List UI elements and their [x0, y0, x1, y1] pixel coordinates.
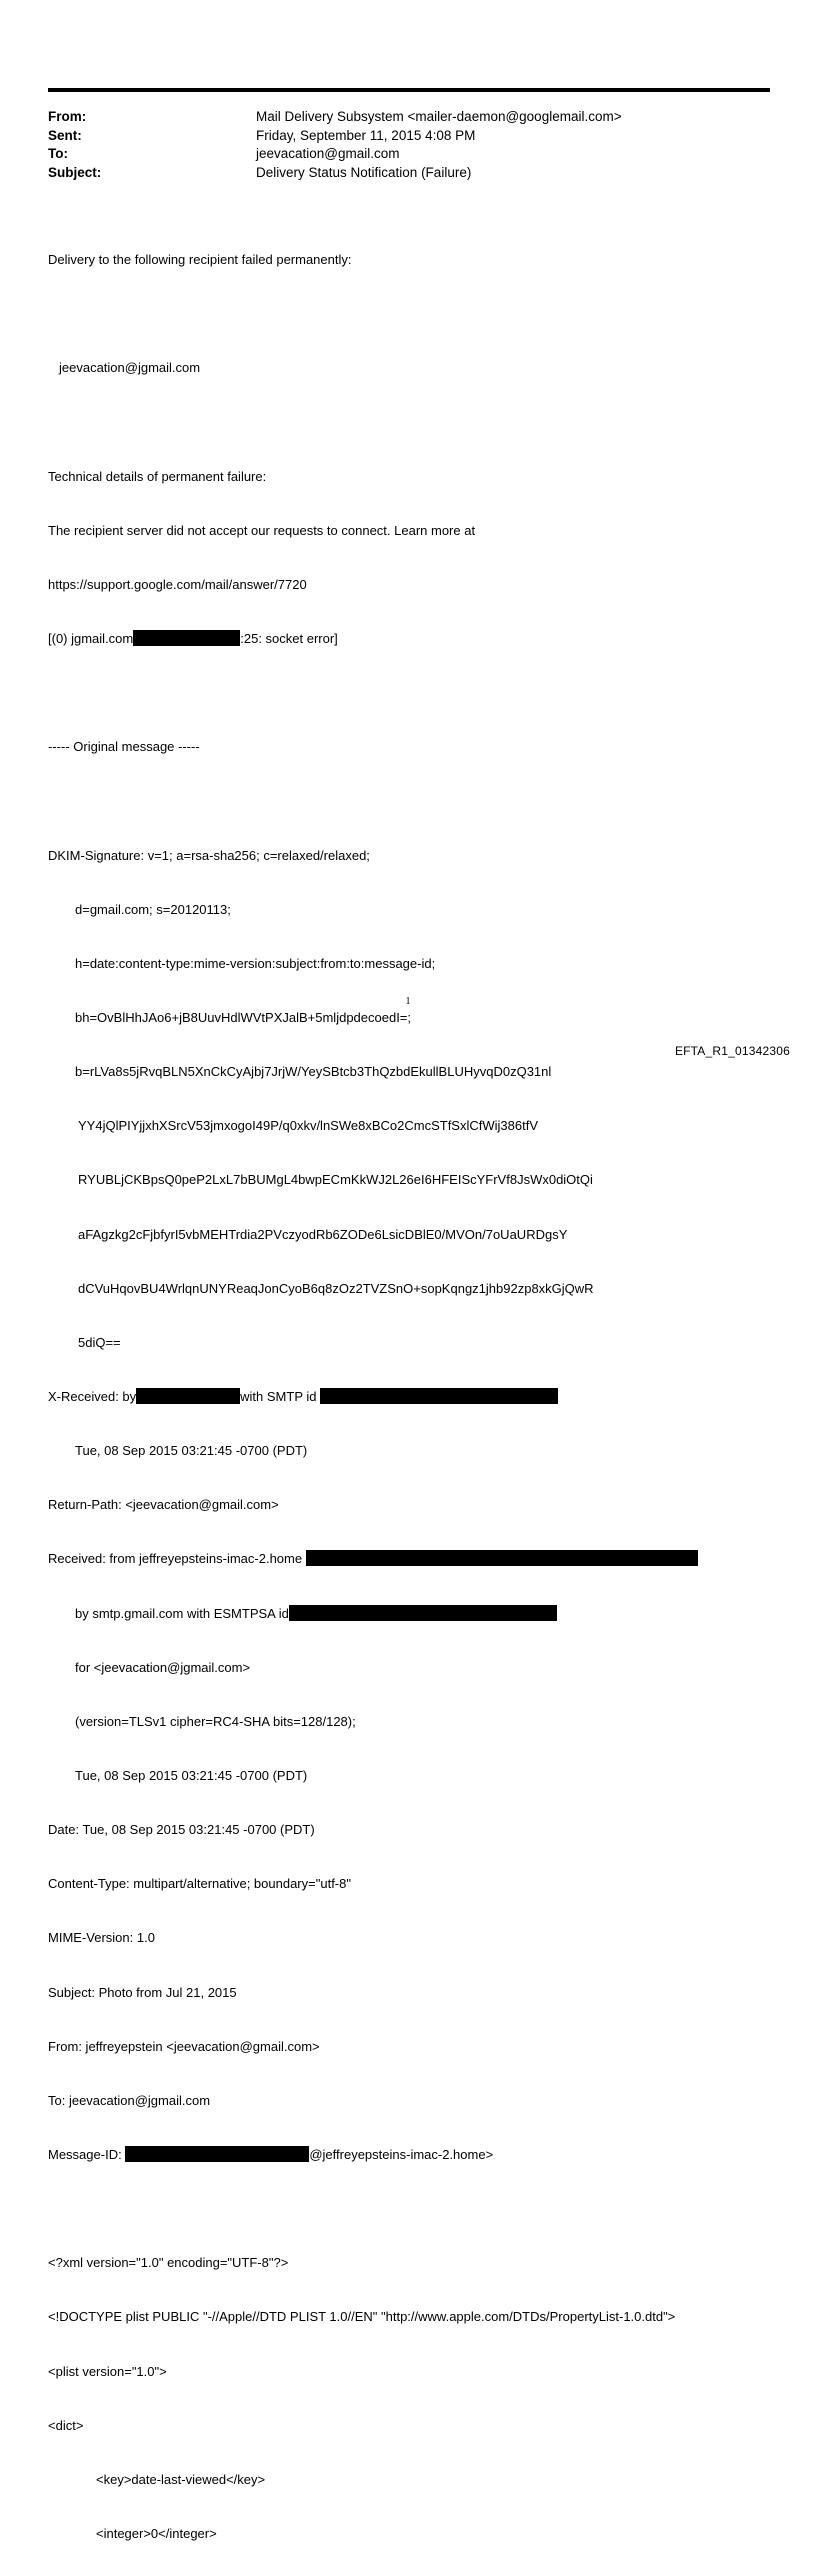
dict-open: <dict> — [48, 2417, 84, 2433]
doctype-line: <!DOCTYPE plist PUBLIC "-//Apple//DTD PLIST 1.0//EN" "http://www.apple.com/DTDs/PropertyList-1.0.dtd"> — [48, 2309, 676, 2325]
page-number: 1 — [405, 996, 411, 1007]
sent-label: Sent: — [48, 127, 82, 143]
x-received-prefix: X-Received: by — [48, 1389, 137, 1405]
dkim-line: dCVuHqovBU4WrlqnUNYReaqJonCyoB6q8zOz2TVZSnO+sopKqngz1jhb92zp8xkGjQwR — [78, 1280, 594, 1296]
dkim-line: YY4jQlPIYjjxhXSrcV53jmxogoI49P/q0xkv/lnSWe8xBCo2CmcSTfSxlCfWij386tfV — [78, 1118, 538, 1134]
received-for: for <jeevacation@jgmail.com> — [75, 1659, 251, 1675]
redaction-box — [306, 1550, 698, 1566]
to-label: To: — [48, 146, 68, 161]
dkim-line: 5diQ== — [78, 1334, 121, 1350]
bates-number: EFTA_R1_01342306 — [674, 1044, 790, 1058]
failed-recipient: jeevacation@jgmail.com — [59, 360, 201, 376]
received-version: (version=TLSv1 cipher=RC4-SHA bits=128/128); — [75, 1713, 356, 1729]
from-row — [48, 108, 622, 127]
x-received-date: Tue, 08 Sep 2015 03:21:45 -0700 (PDT) — [75, 1443, 308, 1459]
socket-suffix: :25: socket error] — [240, 631, 338, 647]
redaction-box — [136, 1388, 240, 1404]
email-body — [48, 215, 698, 2561]
sent-row — [48, 127, 622, 146]
tech-line: The recipient server did not accept our requests to connect. Learn more at — [48, 522, 476, 538]
mime-version-line: MIME-Version: 1.0 — [48, 1930, 155, 1946]
dkim-line: RYUBLjCKBpsQ0peP2LxL7bBUMgL4bwpECmKkWJ2L26eI6HFEIScYFrVf8JsWx0diOtQi — [78, 1172, 593, 1188]
key-line: <key>date-last-viewed</key> — [96, 2471, 266, 2487]
received-by: by smtp.gmail.com with ESMTPSA id — [75, 1605, 289, 1621]
content-type-line: Content-Type: multipart/alternative; boundary="utf-8" — [48, 1876, 351, 1892]
return-path-line: Return-Path: <jeevacation@gmail.com> — [48, 1497, 279, 1513]
message-id-suffix: @jeffreyepsteins-imac-2.home> — [309, 2147, 494, 2163]
subject-row — [48, 164, 622, 183]
to-line: To: jeevacation@jgmail.com — [48, 2092, 211, 2108]
redaction-box — [133, 630, 240, 646]
to-value: jeevacation@gmail.com — [256, 146, 400, 161]
to-row — [48, 145, 622, 164]
redaction-box — [289, 1605, 557, 1621]
date-line: Date: Tue, 08 Sep 2015 03:21:45 -0700 (PDT) — [48, 1822, 315, 1838]
failed-intro: Delivery to the following recipient failed permanently: — [48, 252, 352, 268]
tech-heading: Technical details of permanent failure: — [48, 468, 267, 484]
socket-prefix: [(0) jgmail.com — [48, 631, 134, 647]
socket-error-line — [48, 630, 698, 648]
plist-open: <plist version="1.0"> — [48, 2363, 167, 2379]
message-id-line — [48, 2146, 698, 2164]
email-header — [48, 108, 622, 182]
dkim-line: bh=OvBlHhJAo6+jB8UuvHdlWVtPXJalB+5mljdpdecoedI=; — [75, 1010, 412, 1026]
from-line: From: jeffreyepstein <jeevacation@gmail.com> — [48, 2038, 320, 2054]
subject-label: Subject: — [48, 164, 102, 180]
x-received-middle: with SMTP id — [240, 1389, 317, 1405]
dkim-line: aFAgzkg2cFjbfyrI5vbMEHTrdia2PVczyodRb6ZODe6LsicDBlE0/MVOn/7oUaURDgsY — [78, 1226, 568, 1242]
subject-value: Delivery Status Notification (Failure) — [256, 164, 472, 180]
received-by-line — [48, 1605, 698, 1623]
x-received-line — [48, 1388, 698, 1406]
header-rule — [48, 88, 770, 92]
redaction-box — [125, 2146, 309, 2162]
integer-line: <integer>0</integer> — [96, 2526, 217, 2541]
message-id-prefix: Message-ID: — [48, 2147, 122, 2163]
dkim-line: b=rLVa8s5jRvqBLN5XnCkCyAjbj7JrjW/YeySBtcb3ThQzbdEkullBLUHyvqD0zQ31nl — [75, 1064, 552, 1080]
subject-line: Subject: Photo from Jul 21, 2015 — [48, 1984, 237, 2000]
dkim-line: DKIM-Signature: v=1; a=rsa-sha256; c=relaxed/relaxed; — [48, 847, 370, 863]
redaction-box — [320, 1388, 558, 1404]
from-value: Mail Delivery Subsystem <mailer-daemon@googlemail.com> — [256, 109, 622, 124]
xml-declaration: <?xml version="1.0" encoding="UTF-8"?> — [48, 2255, 289, 2271]
received-date: Tue, 08 Sep 2015 03:21:45 -0700 (PDT) — [75, 1768, 308, 1784]
dkim-line: d=gmail.com; s=20120113; — [75, 901, 231, 917]
sent-value: Friday, September 11, 2015 4:08 PM — [256, 127, 476, 143]
received-line — [48, 1550, 698, 1568]
original-message-marker: ----- Original message ----- — [48, 739, 200, 755]
dkim-line: h=date:content-type:mime-version:subject:from:to:message-id; — [75, 955, 436, 971]
tech-url: https://support.google.com/mail/answer/7720 — [48, 576, 307, 592]
received-prefix: Received: from jeffreyepsteins-imac-2.home — [48, 1551, 303, 1567]
from-label: From: — [48, 109, 87, 124]
